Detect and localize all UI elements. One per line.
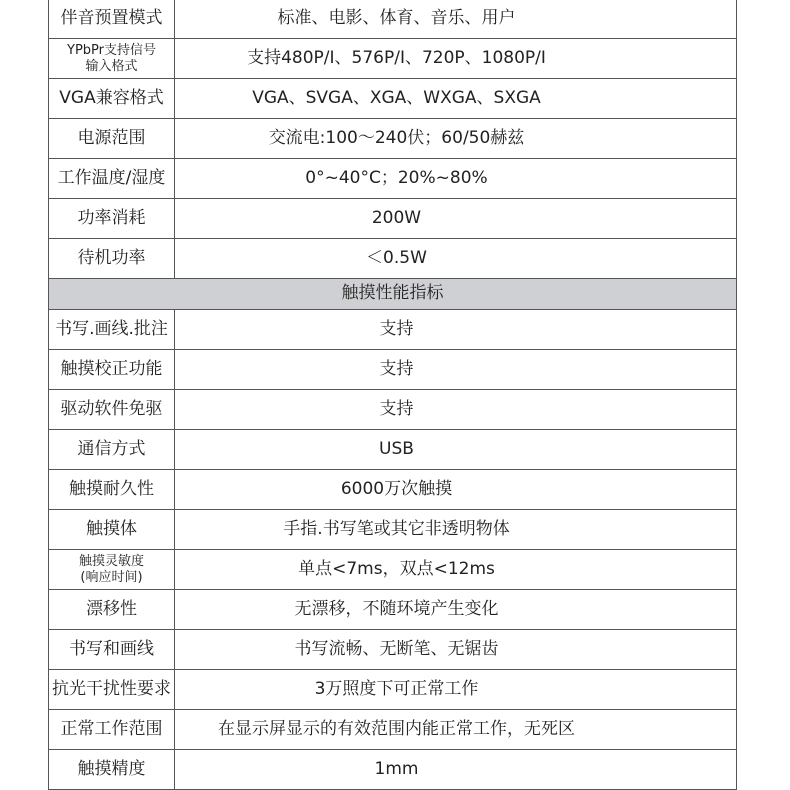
spec-row-line-drawing bbox=[49, 630, 737, 670]
spec-value: 0°~40°C；20%~80% bbox=[175, 159, 737, 199]
spec-label-line: 触摸灵敏度 bbox=[78, 553, 144, 569]
spec-value: 支持 bbox=[175, 390, 737, 430]
spec-value: 在显示屏显示的有效范围内能正常工作，无死区 bbox=[175, 710, 737, 750]
spec-value: 支持 bbox=[175, 350, 737, 390]
spec-value: 书写流畅、无断笔、无锯齿 bbox=[175, 630, 737, 670]
spec-label bbox=[49, 39, 175, 79]
spec-row-driver-free bbox=[49, 390, 737, 430]
spec-row-ypbpr bbox=[49, 39, 737, 79]
spec-row-standby-power bbox=[49, 239, 737, 279]
spec-label: 功率消耗 bbox=[49, 199, 175, 239]
spec-label: 书写.画线.批注 bbox=[49, 310, 175, 350]
spec-row-vga bbox=[49, 79, 737, 119]
spec-value: ＜0.5W bbox=[175, 239, 737, 279]
spec-label: 漂移性 bbox=[49, 590, 175, 630]
spec-value: 6000万次触摸 bbox=[175, 470, 737, 510]
spec-row-temp-humidity bbox=[49, 159, 737, 199]
spec-label: 驱动软件免驱 bbox=[49, 390, 175, 430]
spec-label-line: YPbPr支持信号 bbox=[67, 42, 156, 58]
spec-row-light-resistance bbox=[49, 670, 737, 710]
spec-row-working-range bbox=[49, 710, 737, 750]
spec-label: 通信方式 bbox=[49, 430, 175, 470]
spec-value: 手指.书写笔或其它非透明物体 bbox=[175, 510, 737, 550]
spec-label: 触摸校正功能 bbox=[49, 350, 175, 390]
spec-row-drift bbox=[49, 590, 737, 630]
spec-label: 触摸体 bbox=[49, 510, 175, 550]
spec-label: 工作温度/湿度 bbox=[49, 159, 175, 199]
spec-value: 支持480P/I、576P/I、720P、1080P/I bbox=[175, 39, 737, 79]
spec-row-writing bbox=[49, 310, 737, 350]
spec-label: VGA兼容格式 bbox=[49, 79, 175, 119]
spec-label: 待机功率 bbox=[49, 239, 175, 279]
section-header-touch bbox=[49, 279, 737, 310]
spec-label: 书写和画线 bbox=[49, 630, 175, 670]
spec-row-power-range bbox=[49, 119, 737, 159]
spec-label: 触摸耐久性 bbox=[49, 470, 175, 510]
spec-value: 无漂移，不随环境产生变化 bbox=[175, 590, 737, 630]
spec-row-durability bbox=[49, 470, 737, 510]
spec-value: 交流电:100～240伏；60/50赫兹 bbox=[175, 119, 737, 159]
spec-row-calibration bbox=[49, 350, 737, 390]
spec-value: 3万照度下可正常工作 bbox=[175, 670, 737, 710]
spec-table bbox=[48, 0, 737, 790]
spec-value: 200W bbox=[175, 199, 737, 239]
spec-row-accuracy bbox=[49, 750, 737, 790]
spec-value: 单点<7ms，双点<12ms bbox=[175, 550, 737, 590]
spec-row-audio-preset bbox=[49, 0, 737, 39]
spec-value: VGA、SVGA、XGA、WXGA、SXGA bbox=[175, 79, 737, 119]
spec-label-line: 输入格式 bbox=[85, 58, 138, 74]
spec-row-communication bbox=[49, 430, 737, 470]
spec-row-sensitivity bbox=[49, 550, 737, 590]
section-title: 触摸性能指标 bbox=[49, 279, 737, 310]
spec-value: 标准、电影、体育、音乐、用户 bbox=[175, 0, 737, 39]
spec-label: 抗光干扰性要求 bbox=[49, 670, 175, 710]
spec-label-line: (响应时间) bbox=[80, 569, 143, 585]
spec-row-touch-object bbox=[49, 510, 737, 550]
spec-label: 正常工作范围 bbox=[49, 710, 175, 750]
spec-value: USB bbox=[175, 430, 737, 470]
spec-label: 伴音预置模式 bbox=[49, 0, 175, 39]
spec-label: 触摸精度 bbox=[49, 750, 175, 790]
spec-label bbox=[49, 550, 175, 590]
spec-value: 支持 bbox=[175, 310, 737, 350]
spec-label: 电源范围 bbox=[49, 119, 175, 159]
spec-row-power-consumption bbox=[49, 199, 737, 239]
spec-value: 1mm bbox=[175, 750, 737, 790]
